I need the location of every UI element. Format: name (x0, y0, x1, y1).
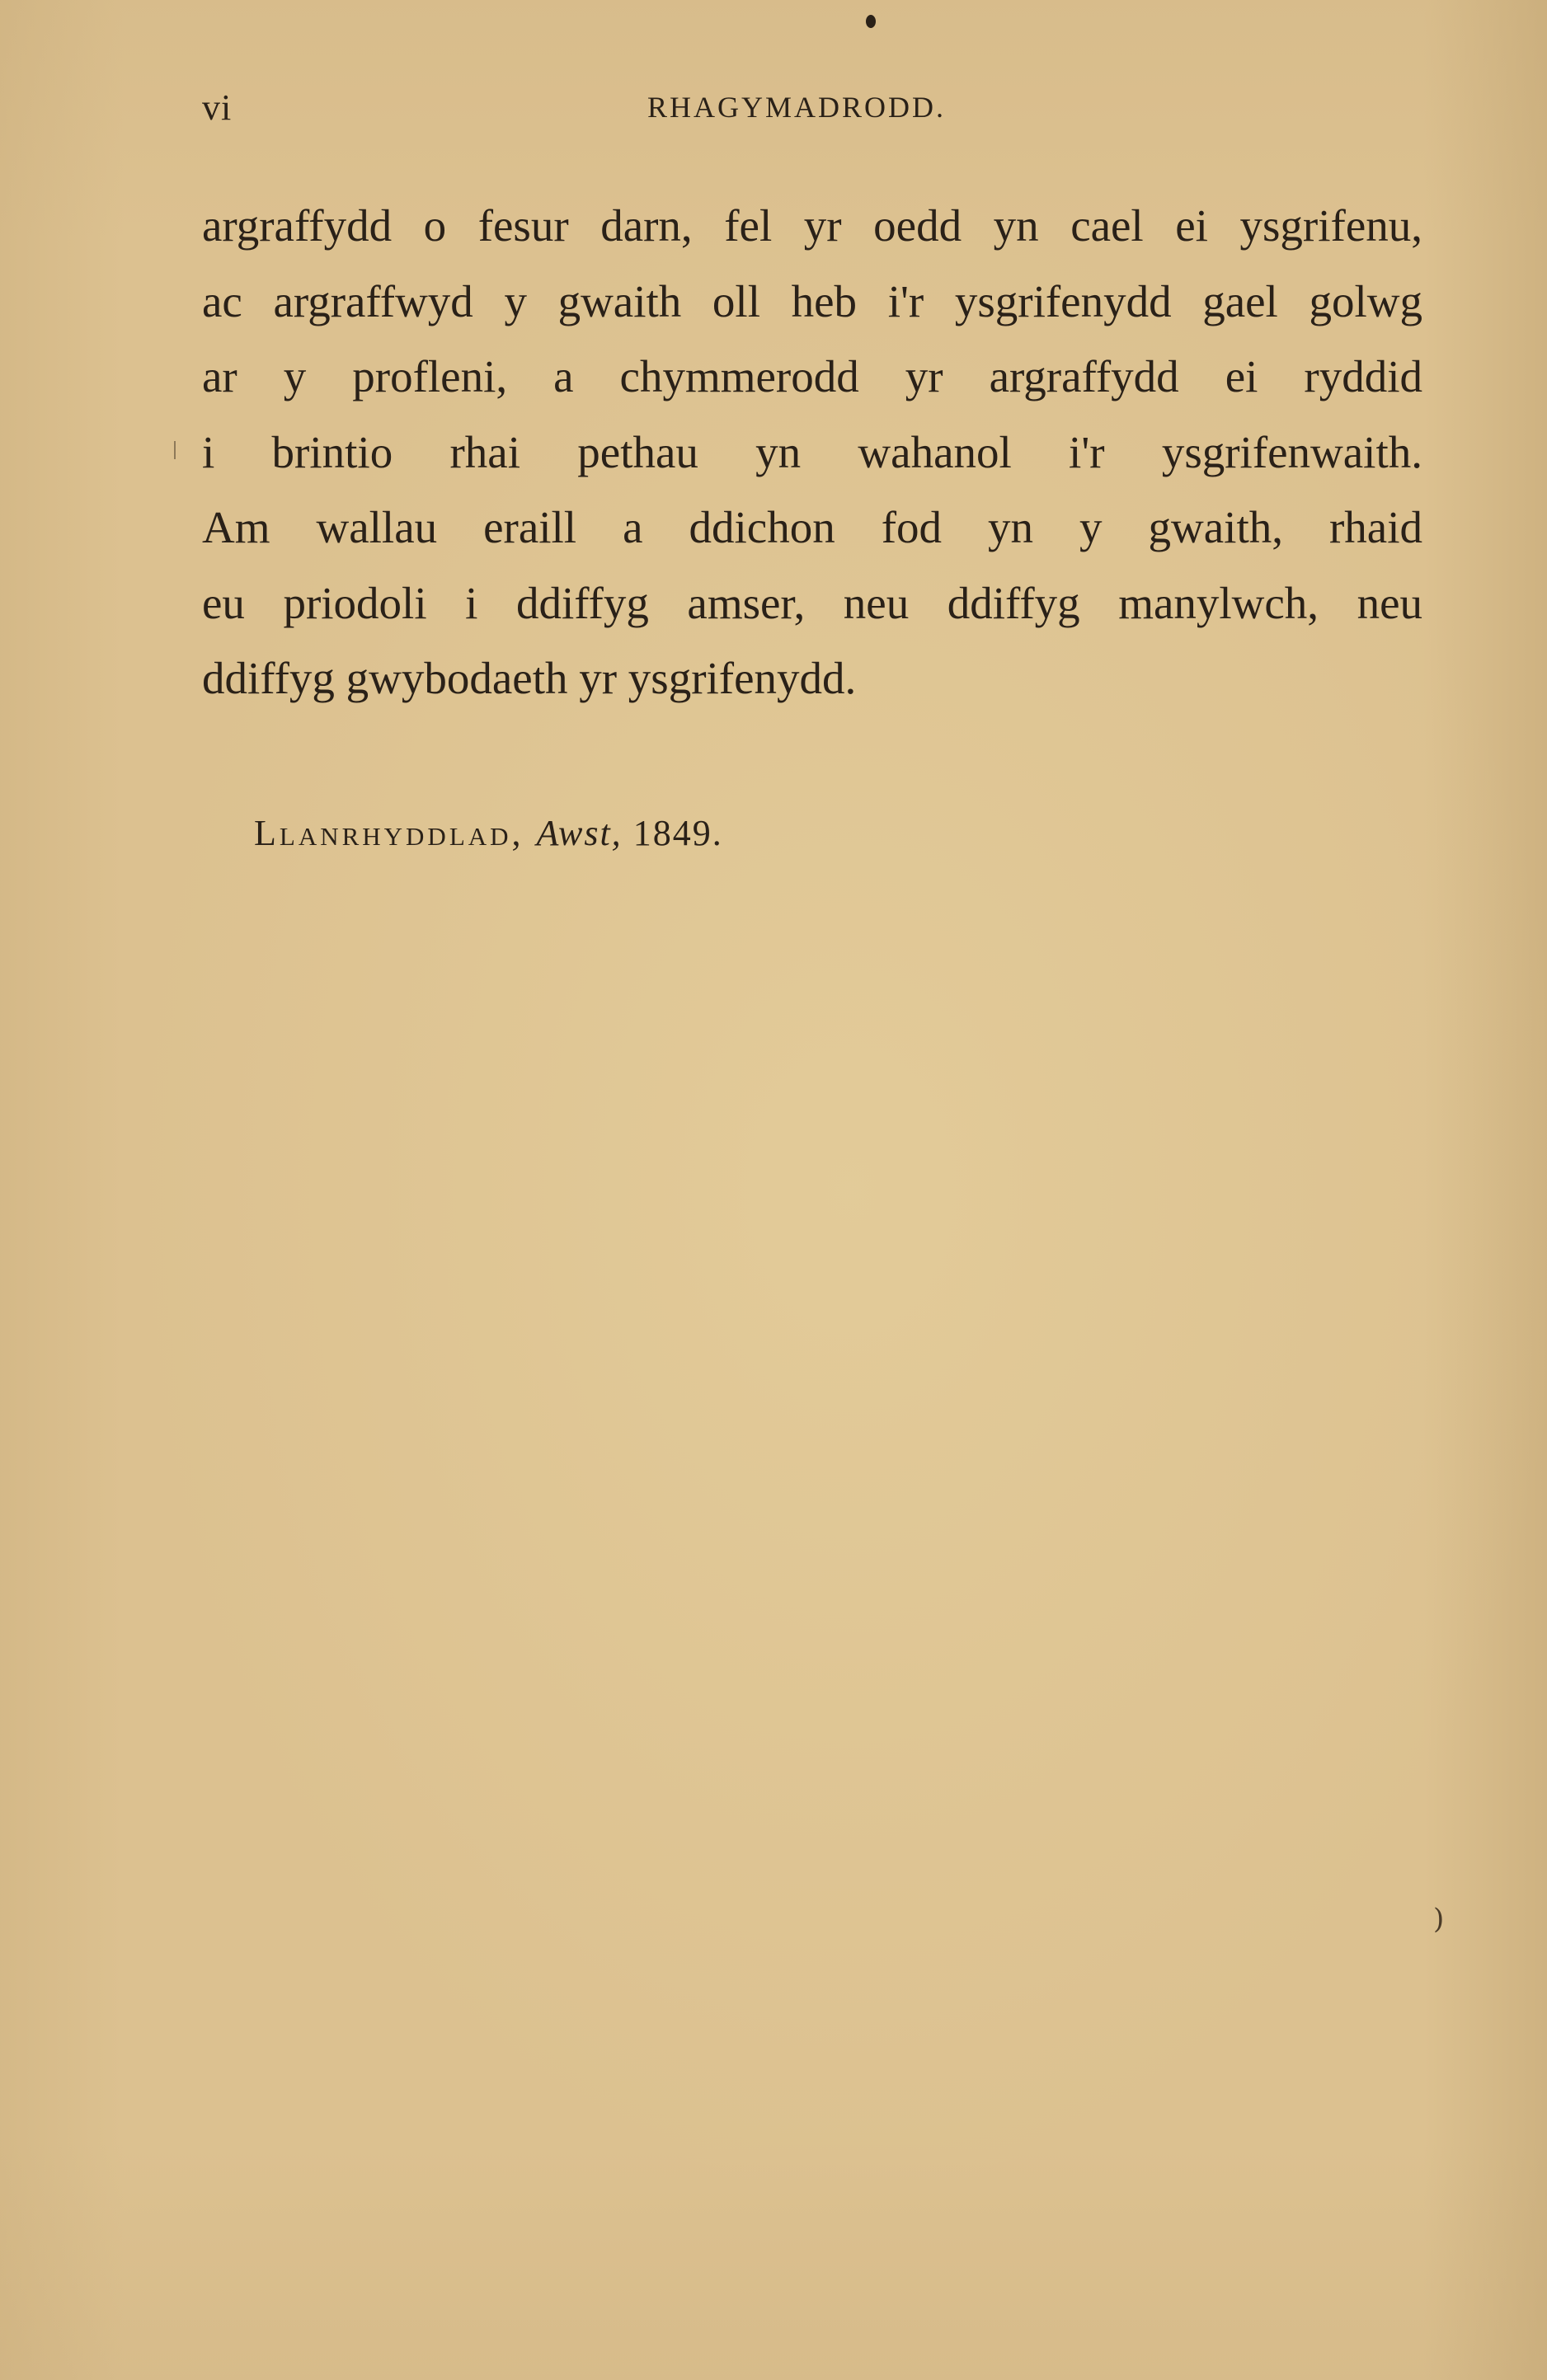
body-line: argraffydd o fesur darn, fel yr oedd yn cael ei ysgrifenu, (202, 200, 1422, 251)
ink-speck (866, 15, 876, 28)
signoff-year: 1849. (632, 813, 723, 853)
page-number: vi (202, 87, 233, 128)
margin-tick (174, 441, 176, 459)
signoff-month: Awst, (536, 813, 633, 853)
body-line: ar y profleni, a chymmerodd yr argraffydd ei ryddid (202, 351, 1422, 401)
body-paragraph (202, 188, 1422, 716)
body-line: ac argraffwyd y gwaith oll heb i'r ysgrifenydd gael golwg (202, 275, 1422, 326)
body-line: i brintio rhai pethau yn wahanol i'r ysgrifenwaith. (202, 426, 1422, 477)
body-line: Am wallau eraill a ddichon fod yn y gwaith, rhaid (202, 502, 1422, 552)
body-line: eu priodoli i ddiffyg amser, neu ddiffyg manylwch, neu (202, 577, 1422, 628)
stray-bracket-mark: ) (1433, 1903, 1445, 1936)
body-line: ddiffyg gwybodaeth yr ysgrifenydd. (202, 653, 857, 703)
running-head (202, 87, 1422, 136)
signoff-place: Llanrhyddlad, (254, 813, 537, 853)
running-title: RHAGYMADRODD. (647, 91, 947, 124)
signoff (254, 812, 723, 854)
